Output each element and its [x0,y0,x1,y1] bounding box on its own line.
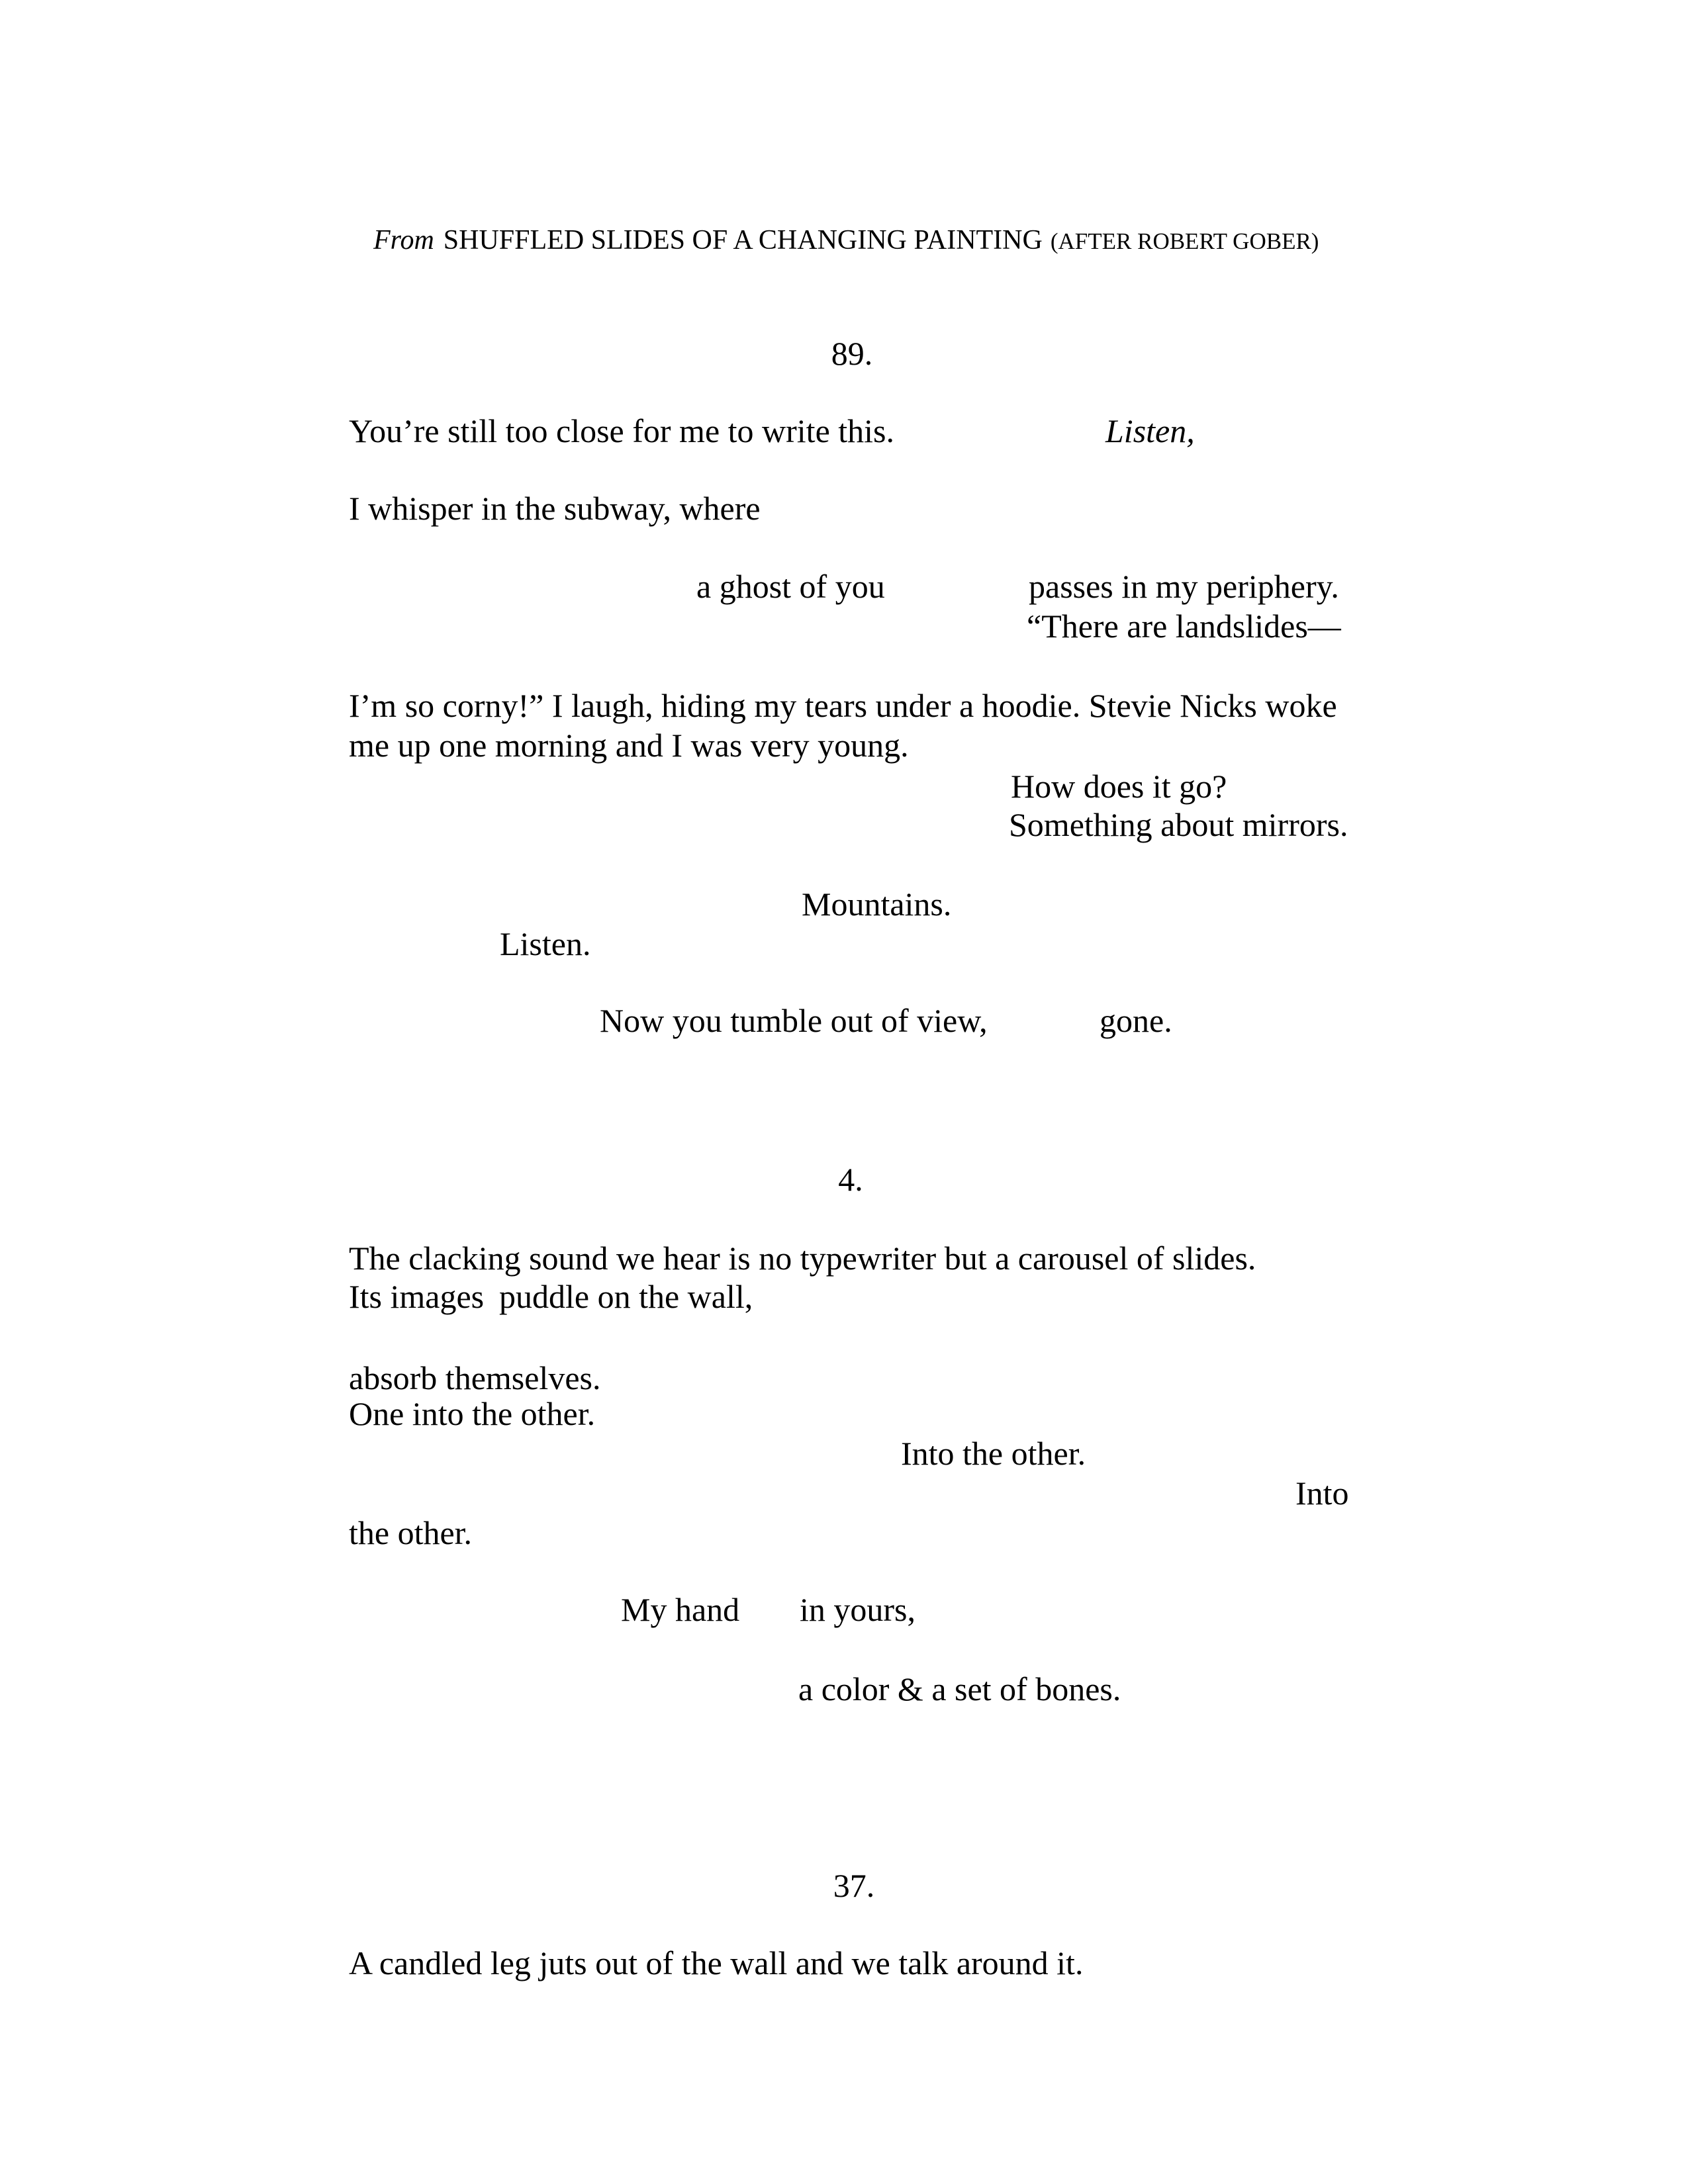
section-89-number: 89. [831,335,873,372]
s4-line-into-the-other: Into the other. [901,1435,1086,1472]
s89-line-listen-aside: Listen, [1105,412,1195,449]
s89-line-landslides: “There are landslides— [1027,608,1341,645]
title-attribution: (AFTER ROBERT GOBER) [1050,228,1319,254]
s89-line-how-does-it-go: How does it go? [1011,768,1227,805]
s89-line-so-corny: I’m so corny!” I laugh, hiding my tears under a hoodie. Stevie Nicks woke [349,687,1337,724]
s89-line-i-whisper: I whisper in the subway, where [349,490,761,527]
s4-line-puddle-on-wall: puddle on the wall, [499,1278,753,1315]
title-main: SHUFFLED SLIDES OF A CHANGING PAINTING [443,225,1043,255]
s89-line-gone: gone. [1100,1002,1172,1039]
poem-title [373,226,1319,254]
s37-line-candled-leg: A candled leg juts out of the wall and we talk around it. [349,1944,1084,1981]
s4-line-the-other: the other. [349,1514,473,1551]
section-37-number: 37. [833,1867,875,1904]
s4-line-in-yours: in yours, [800,1591,915,1628]
s89-line-listen: Listen. [500,925,591,962]
s4-line-one-into-other: One into the other. [349,1395,596,1432]
s4-line-absorb-themselves: absorb themselves. [349,1359,601,1396]
s4-line-its-images: Its images [349,1278,485,1315]
s89-line-mountains: Mountains. [802,886,952,923]
s89-line-youre-still: You’re still too close for me to write this. [349,412,894,449]
s89-line-tumble-out-of-view: Now you tumble out of view, [600,1002,988,1039]
s89-line-about-mirrors: Something about mirrors. [1009,806,1348,843]
s89-line-a-ghost: a ghost of you [696,568,885,605]
s4-line-color-set-of-bones: a color & a set of bones. [798,1670,1121,1707]
title-from-word: From [373,225,434,255]
s4-line-into: Into [1295,1475,1349,1512]
s4-line-my-hand: My hand [621,1591,740,1628]
s89-line-me-up-morning: me up one morning and I was very young. [349,727,909,764]
s89-line-passes-periphery: passes in my periphery. [1029,568,1339,605]
section-4-number: 4. [838,1161,863,1198]
s4-line-clacking-sound: The clacking sound we hear is no typewriter but a carousel of slides. [349,1240,1256,1277]
